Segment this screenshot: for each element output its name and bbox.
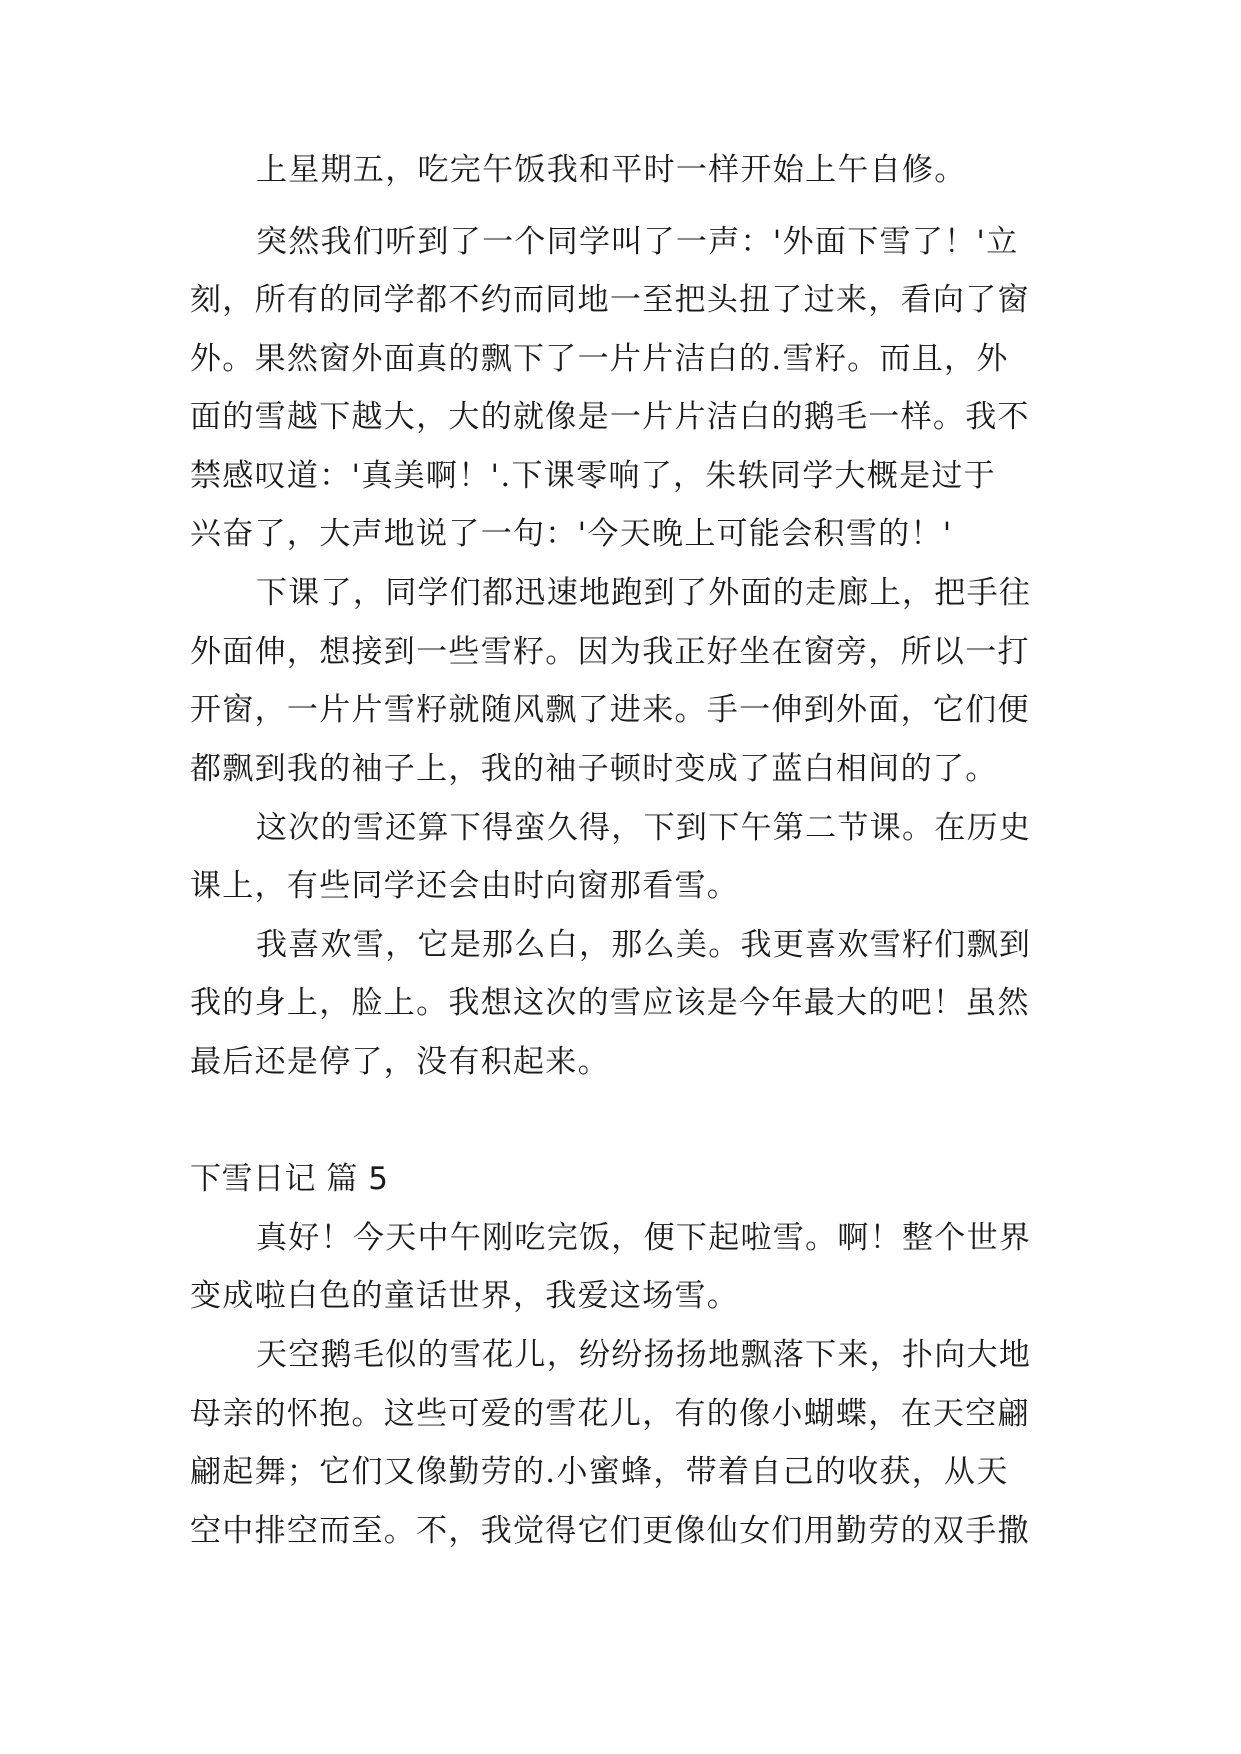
- paragraph-line: 都飘到我的袖子上，我的袖子顿时变成了蓝白相间的了。: [190, 751, 998, 787]
- paragraph-line: 禁感叹道：'真美啊！'.下课零响了，朱轶同学大概是过于: [190, 458, 996, 494]
- section-heading: 下雪日记 篇 5: [190, 1161, 389, 1197]
- paragraph-line: 兴奋了，大声地说了一句：'今天晚上可能会积雪的！': [190, 516, 953, 552]
- paragraph-line: 我的身上，脸上。我想这次的雪应该是今年最大的吧！虽然: [190, 985, 1030, 1021]
- paragraph-line: 突然我们听到了一个同学叫了一声：'外面下雪了！'立: [256, 224, 1019, 260]
- paragraph-line: 下课了，同学们都迅速地跑到了外面的走廊上，把手往: [256, 575, 1032, 611]
- paragraph-line: 最后还是停了，没有积起来。: [190, 1044, 610, 1080]
- paragraph-line: 翩起舞；它们又像勤劳的.小蜜蜂，带着自己的收获，从天: [190, 1454, 1009, 1490]
- paragraph-line: 外面伸，想接到一些雪籽。因为我正好坐在窗旁，所以一打: [190, 634, 1030, 670]
- paragraph-line: 开窗，一片片雪籽就随风飘了进来。手一伸到外面，它们便: [190, 692, 1030, 728]
- paragraph-line: 刻，所有的同学都不约而同地一至把头扭了过来，看向了窗: [190, 282, 1030, 318]
- paragraph-line: 母亲的怀抱。这些可爱的雪花儿，有的像小蝴蝶，在天空翩: [190, 1396, 1030, 1432]
- paragraph-line: 我喜欢雪，它是那么白，那么美。我更喜欢雪籽们飘到: [256, 927, 1032, 963]
- paragraph-line: 天空鹅毛似的雪花儿，纷纷扬扬地飘落下来，扑向大地: [256, 1337, 1032, 1373]
- paragraph-line: 外。果然窗外面真的飘下了一片片洁白的.雪籽。而且，外: [190, 341, 1009, 377]
- paragraph-line: 面的雪越下越大，大的就像是一片片洁白的鹅毛一样。我不: [190, 399, 1030, 435]
- paragraph-line: 变成啦白色的童话世界，我爱这场雪。: [190, 1278, 740, 1314]
- paragraph-line: 上星期五，吃完午饭我和平时一样开始上午自修。: [256, 152, 967, 188]
- paragraph-line: 真好！今天中午刚吃完饭，便下起啦雪。啊！整个世界: [256, 1220, 1032, 1256]
- paragraph-line: 这次的雪还算下得蛮久得，下到下午第二节课。在历史: [256, 810, 1032, 846]
- paragraph-line: 空中排空而至。不，我觉得它们更像仙女们用勤劳的双手撒: [190, 1513, 1030, 1549]
- paragraph-line: 课上，有些同学还会由时向窗那看雪。: [190, 868, 740, 904]
